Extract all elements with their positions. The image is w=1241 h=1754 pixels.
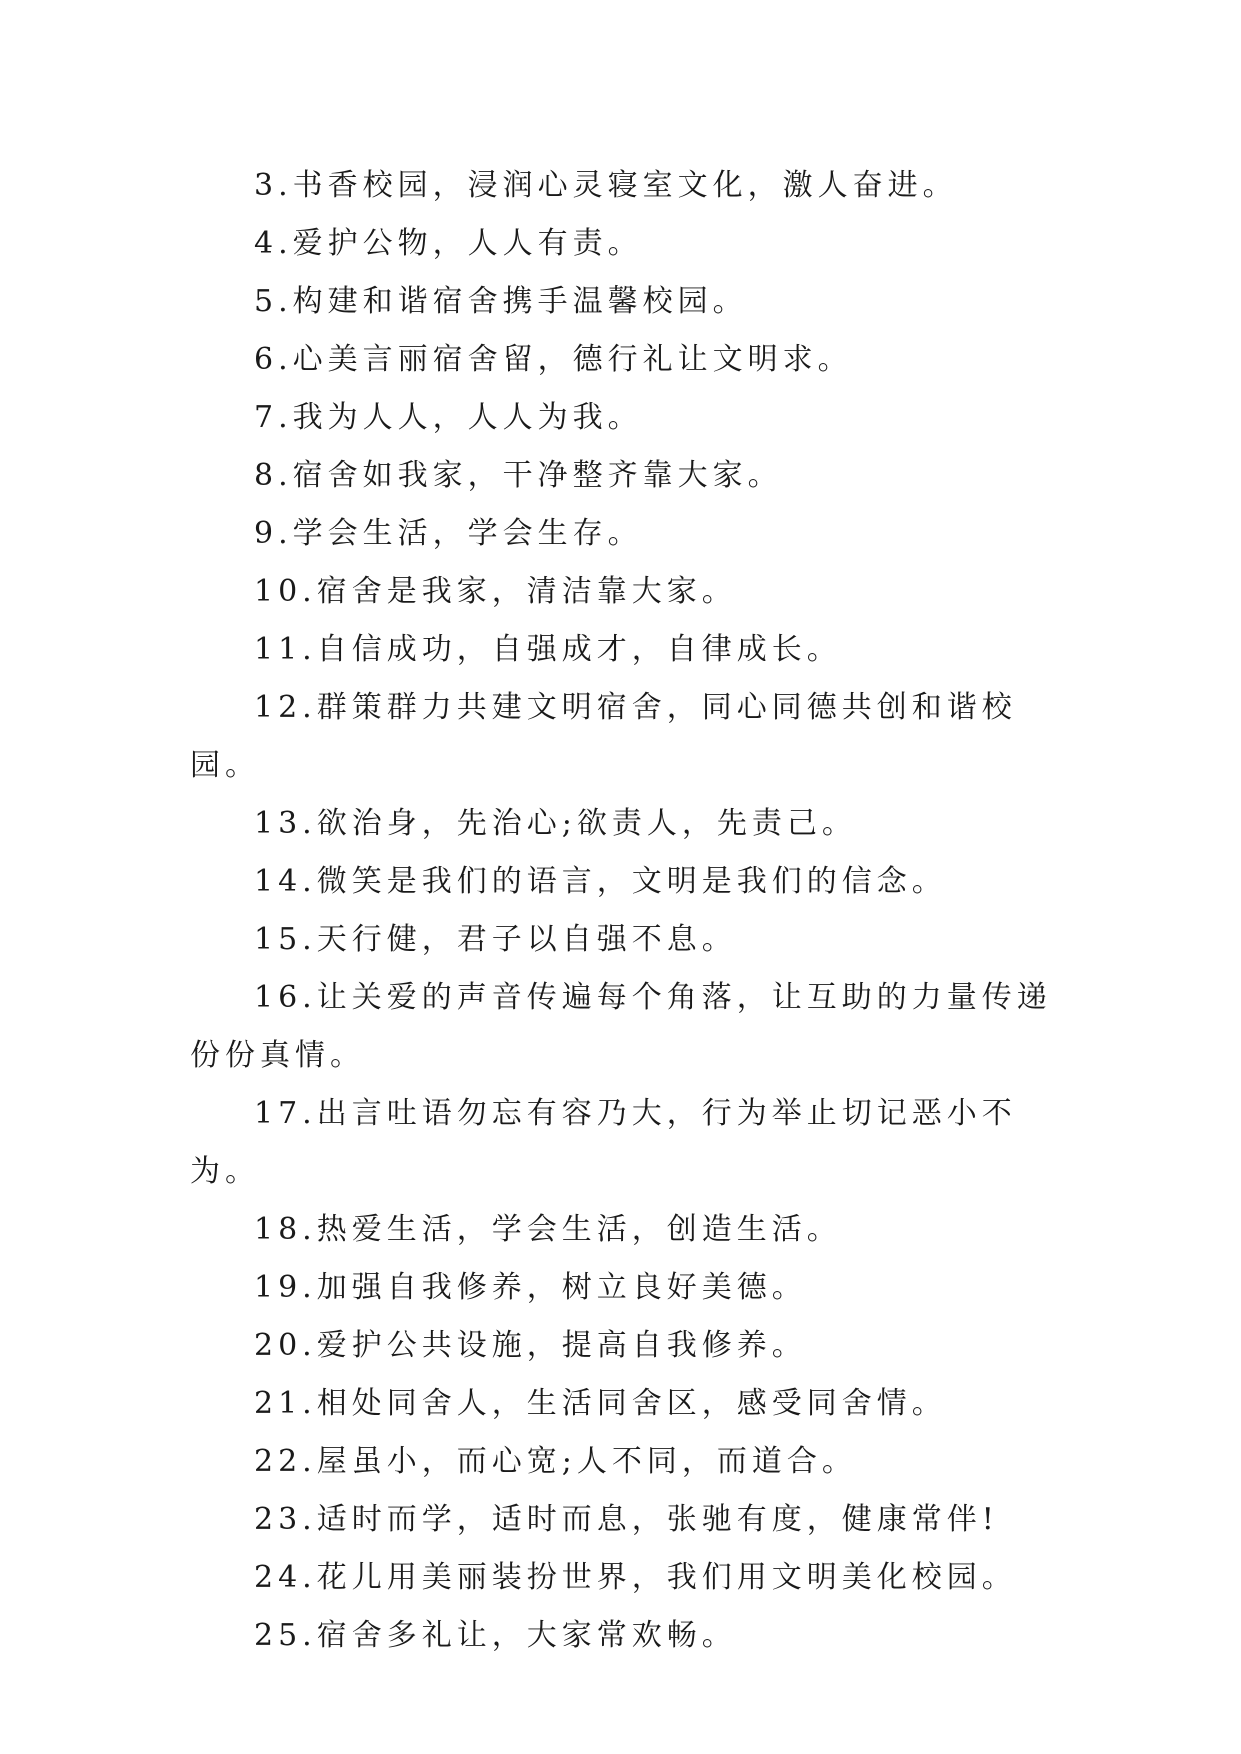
- slogan-paragraph: 11.自信成功，自强成才，自律成长。: [254, 632, 842, 667]
- slogan-paragraph: 7.我为人人，人人为我。: [254, 400, 643, 435]
- slogan-paragraph: 8.宿舍如我家，干净整齐靠大家。: [254, 458, 783, 493]
- slogan-paragraph: 19.加强自我修养，树立良好美德。: [254, 1270, 807, 1305]
- slogan-paragraph: 16.让关爱的声音传遍每个角落，让互助的力量传递份份真情。: [190, 980, 1052, 1073]
- slogan-paragraph: 14.微笑是我们的语言，文明是我们的信念。: [254, 864, 947, 899]
- slogan-paragraph: 22.屋虽小，而心宽;人不同，而道合。: [254, 1444, 857, 1479]
- slogan-paragraph: 9.学会生活，学会生存。: [254, 516, 643, 551]
- slogan-list: [190, 157, 1070, 1665]
- slogan-paragraph: 5.构建和谐宿舍携手温馨校园。: [254, 284, 748, 319]
- slogan-paragraph: 15.天行健，君子以自强不息。: [254, 922, 737, 957]
- slogan-paragraph: 13.欲治身，先治心;欲责人，先责己。: [254, 806, 857, 841]
- slogan-paragraph: 12.群策群力共建文明宿舍，同心同德共创和谐校园。: [190, 690, 1017, 783]
- slogan-paragraph: 21.相处同舍人，生活同舍区，感受同舍情。: [254, 1386, 947, 1421]
- slogan-paragraph: 23.适时而学，适时而息，张驰有度，健康常伴!: [254, 1502, 999, 1537]
- slogan-paragraph: 20.爱护公共设施，提高自我修养。: [254, 1328, 807, 1363]
- slogan-paragraph: 6.心美言丽宿舍留，德行礼让文明求。: [254, 342, 853, 377]
- slogan-paragraph: 3.书香校园，浸润心灵寝室文化，激人奋进。: [254, 168, 958, 203]
- slogan-paragraph: 25.宿舍多礼让，大家常欢畅。: [254, 1618, 737, 1653]
- slogan-paragraph: 24.花儿用美丽装扮世界，我们用文明美化校园。: [254, 1560, 1017, 1595]
- slogan-paragraph: 17.出言吐语勿忘有容乃大，行为举止切记恶小不为。: [190, 1096, 1017, 1189]
- slogan-paragraph: 18.热爱生活，学会生活，创造生活。: [254, 1212, 842, 1247]
- slogan-paragraph: 4.爱护公物，人人有责。: [254, 226, 643, 261]
- slogan-paragraph: 10.宿舍是我家，清洁靠大家。: [254, 574, 737, 609]
